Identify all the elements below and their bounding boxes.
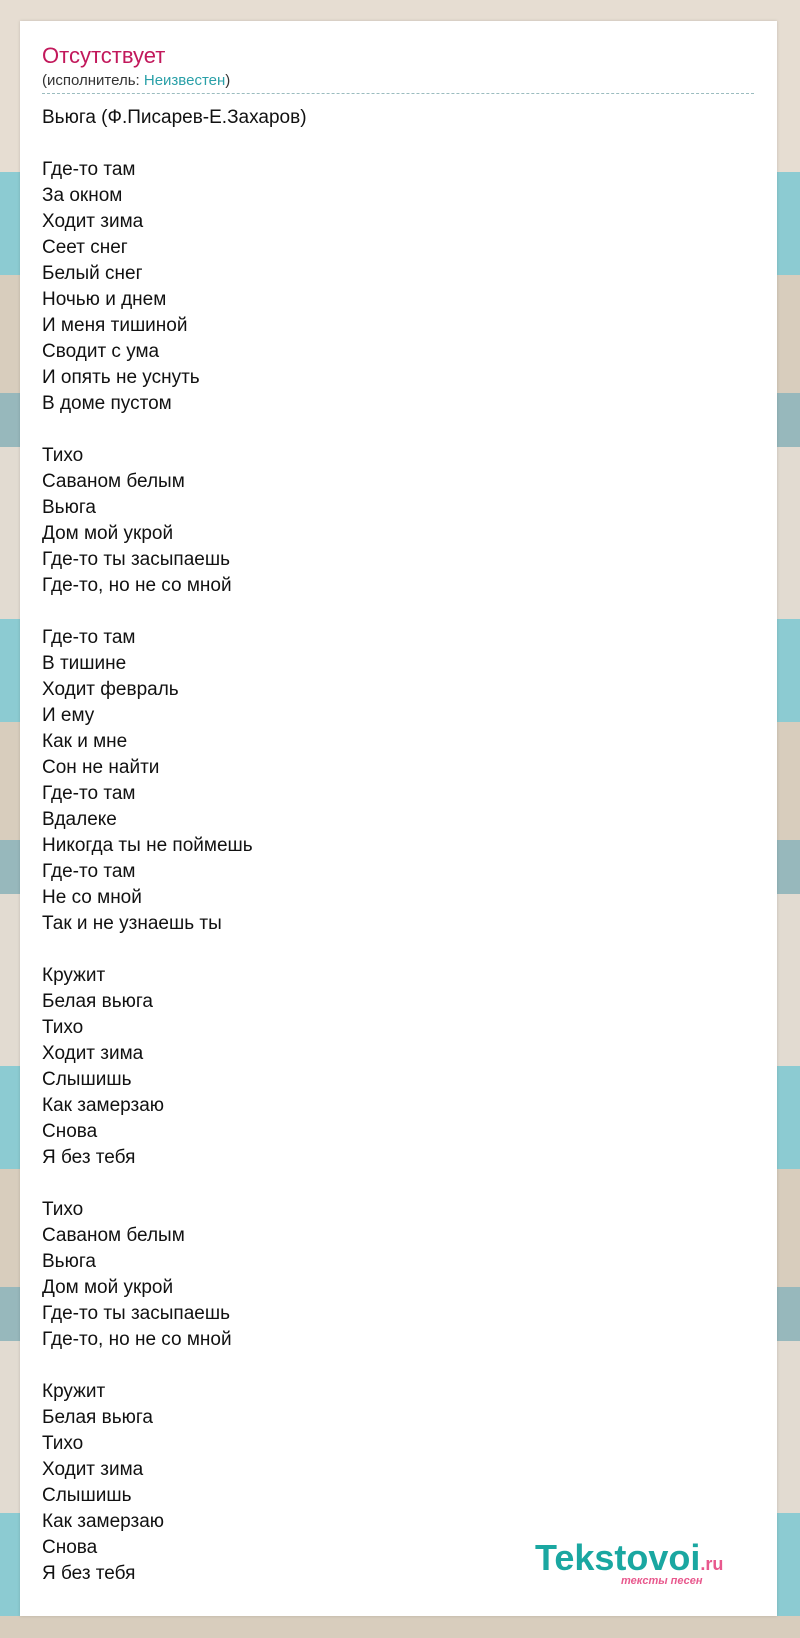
lyric-line: Ходит зима [42, 1043, 144, 1064]
lyric-line: Тихо [42, 1199, 84, 1220]
lyric-line: Где-то там [42, 627, 136, 648]
lyric-line: Снова [42, 1537, 98, 1558]
lyric-blank-line [42, 937, 742, 963]
lyric-line: Сон не найти [42, 757, 160, 778]
lyric-line: Так и не узнаешь ты [42, 913, 222, 934]
lyric-blank-line [42, 1171, 742, 1197]
lyric-line: Вьюга [42, 497, 96, 518]
lyric-line: Тихо [42, 1017, 84, 1038]
lyric-blank-line [42, 599, 742, 625]
artist-line [42, 72, 230, 90]
lyric-line: Ходит зима [42, 211, 144, 232]
lyric-line: Вьюга (Ф.Писарев-Е.Захаров) [42, 107, 307, 128]
lyric-line: Сеет снег [42, 237, 128, 258]
lyric-line: И ему [42, 705, 95, 726]
lyric-line: Где-то там [42, 861, 136, 882]
lyric-line: Где-то ты засыпаешь [42, 549, 230, 570]
lyric-line: Где-то там [42, 159, 136, 180]
lyric-line: Кружит [42, 965, 106, 986]
lyric-line: Тихо [42, 445, 84, 466]
artist-link[interactable]: Неизвестен [143, 72, 226, 89]
lyric-line: Как замерзаю [42, 1511, 165, 1532]
logo-tld: .ru [700, 1554, 724, 1574]
lyric-line: Я без тебя [42, 1563, 136, 1584]
lyric-line: Тихо [42, 1433, 84, 1454]
lyrics-text [42, 105, 742, 1587]
logo-main-text: Tekstovoi [535, 1537, 701, 1578]
lyric-line: Вдалеке [42, 809, 117, 830]
logo-tagline: тексты песен [621, 1575, 703, 1587]
lyric-line: Дом мой укрой [42, 1277, 174, 1298]
lyric-line: Где-то ты засыпаешь [42, 1303, 230, 1324]
lyric-line: Саваном белым [42, 471, 185, 492]
lyric-line: Как замерзаю [42, 1095, 165, 1116]
site-logo[interactable] [535, 1538, 745, 1590]
lyric-line: Не со мной [42, 887, 142, 908]
lyric-line: И меня тишиной [42, 315, 188, 336]
lyric-line: Белый снег [42, 263, 143, 284]
lyric-line: В доме пустом [42, 393, 172, 414]
lyric-line: Ночью и днем [42, 289, 167, 310]
header-divider [42, 93, 754, 94]
lyric-line: Слышишь [42, 1069, 132, 1090]
lyric-line: Где-то, но не со мной [42, 575, 232, 596]
lyric-line: Ходит февраль [42, 679, 179, 700]
lyric-line: Дом мой укрой [42, 523, 174, 544]
lyric-line: Белая вьюга [42, 991, 153, 1012]
lyric-line: Белая вьюга [42, 1407, 153, 1428]
lyric-line: Как и мне [42, 731, 128, 752]
lyric-blank-line [42, 417, 742, 443]
song-title: Отсутствует [42, 43, 166, 68]
lyric-line: За окном [42, 185, 123, 206]
lyric-line: Сводит с ума [42, 341, 160, 362]
lyrics-card [20, 21, 777, 1616]
lyric-line: Ходит зима [42, 1459, 144, 1480]
lyric-line: Снова [42, 1121, 98, 1142]
lyric-line: Я без тебя [42, 1147, 136, 1168]
lyric-line: Вьюга [42, 1251, 96, 1272]
lyric-line: Кружит [42, 1381, 106, 1402]
lyric-line: Саваном белым [42, 1225, 185, 1246]
lyric-blank-line [42, 1353, 742, 1379]
lyric-line: Слышишь [42, 1485, 132, 1506]
lyric-line: Никогда ты не поймешь [42, 835, 253, 856]
lyric-line: Где-то там [42, 783, 136, 804]
lyric-line: И опять не уснуть [42, 367, 200, 388]
lyric-blank-line [42, 131, 742, 157]
lyric-line: В тишине [42, 653, 127, 674]
artist-suffix: ) [225, 72, 231, 89]
artist-prefix: (исполнитель: [42, 72, 144, 89]
lyric-line: Где-то, но не со мной [42, 1329, 232, 1350]
